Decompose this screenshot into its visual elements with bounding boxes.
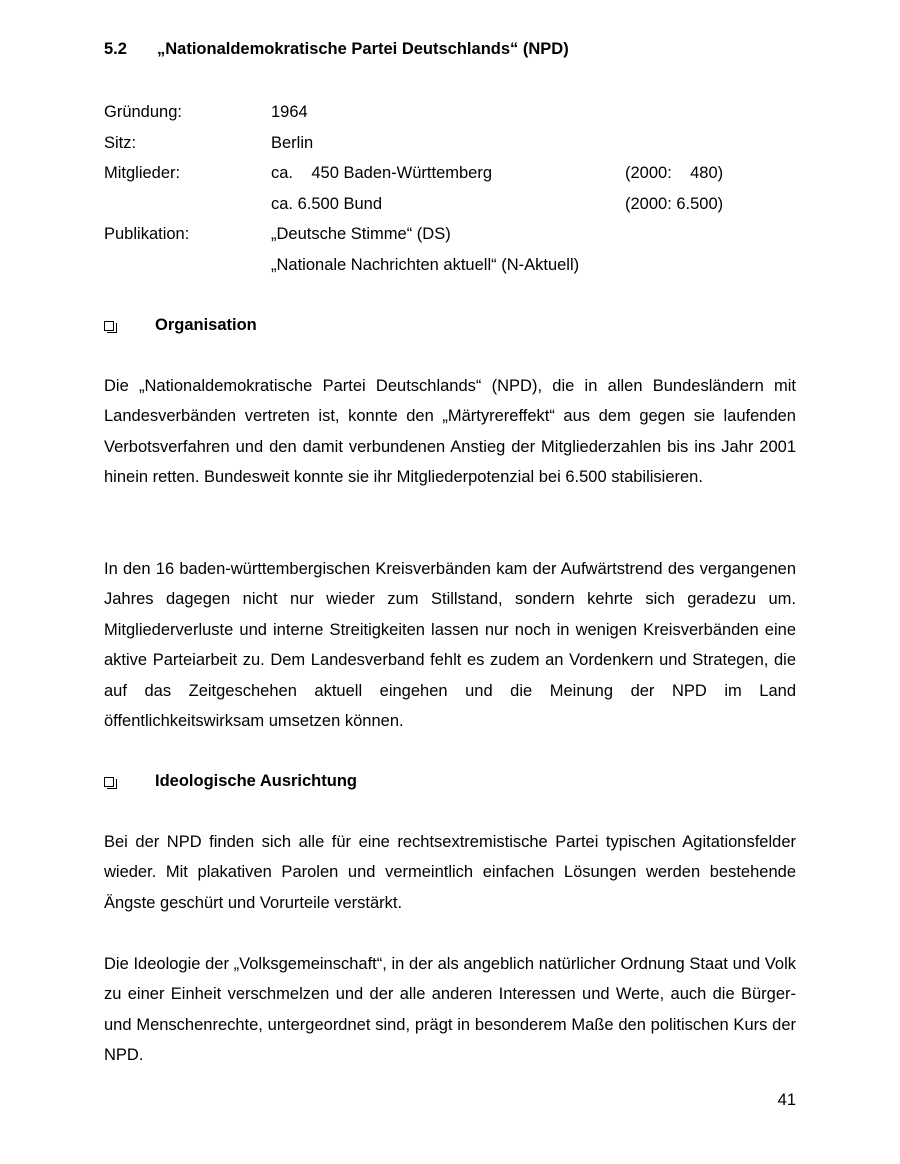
paragraph: Die Ideologie der „Volksgemeinschaft“, in der als angeblich natürlicher Ordnung Staat und Volk zu einer Einheit verschmelzen und der alle anderen Interessen und Werte, auch die Bürger- und Menschenrechte, untergeordnet sind, prägt in besonderem Maße den politischen Kurs der NPD.: [104, 955, 796, 1065]
page-number: 41: [777, 1091, 796, 1109]
paragraph: Die „Nationaldemokratische Partei Deutschlands“ (NPD), die in allen Bundesländern mit Landesverbänden vertreten ist, konnte den „Märtyrereffekt“ aus dem gegen sie laufenden Verbotsverfahren und den damit verbundenen Anstieg der Mitgliederzahlen bis ins Jahr 2001 hinein retten. Bundesweit konnte sie ihr Mitgliederpotenzial bei 6.500 stabilisieren.: [104, 377, 796, 487]
fact-label: Sitz:: [104, 133, 137, 152]
fact-value: 1964: [271, 103, 308, 121]
fact-comparison: (2000: 6.500): [625, 194, 724, 213]
section-number: 5.2: [104, 40, 127, 58]
fact-label: Gründung:: [104, 103, 182, 121]
fact-row: [104, 189, 796, 220]
fact-label: Publikation:: [104, 225, 190, 243]
fact-value: ca. 450 Baden-Württemberg: [271, 164, 493, 182]
fact-comparison: (2000: 480): [625, 164, 724, 182]
subsection-heading-ideologie: [104, 772, 357, 791]
fact-table: [104, 97, 796, 280]
fact-label: Mitglieder:: [104, 164, 181, 182]
section-heading: [104, 40, 569, 59]
subsection-title: Ideologische Ausrichtung: [155, 772, 357, 790]
subsection-heading-organisation: [104, 316, 257, 335]
fact-row: [104, 219, 796, 250]
fact-row: [104, 158, 796, 189]
fact-value: ca. 6.500 Bund: [271, 194, 383, 213]
checkbox-bullet-icon: [104, 777, 114, 787]
fact-row: [104, 97, 796, 128]
fact-row: [104, 250, 796, 281]
fact-row: [104, 128, 796, 159]
fact-value: „Nationale Nachrichten aktuell“ (N-Aktuell): [271, 255, 580, 274]
subsection-title: Organisation: [155, 316, 257, 334]
checkbox-bullet-icon: [104, 321, 114, 331]
fact-value: „Deutsche Stimme“ (DS): [271, 225, 451, 243]
paragraph: Bei der NPD finden sich alle für eine rechtsextremistische Partei typischen Agitationsfelder wieder. Mit plakativen Parolen und vermeintlich einfachen Lösungen werden bestehende Ängste geschürt und Vorurteile verstärkt.: [104, 833, 796, 912]
fact-value: Berlin: [271, 133, 314, 152]
section-title: „Nationaldemokratische Partei Deutschlands“ (NPD): [157, 40, 569, 58]
paragraph: In den 16 baden-württembergischen Kreisverbänden kam der Aufwärtstrend des vergangenen Jahres dagegen nicht nur wieder zum Stillstand, sondern kehrte sich geradezu um. Mitgliederverluste und interne Streitigkeiten lassen nur noch in wenigen Kreisverbänden eine aktive Parteiarbeit zu. Dem Landesverband fehlt es zudem an Vordenkern und Strategen, die auf das Zeitgeschehen aktuell eingehen und die Meinung der NPD im Land öffentlichkeitswirksam umsetzen können.: [104, 560, 796, 731]
